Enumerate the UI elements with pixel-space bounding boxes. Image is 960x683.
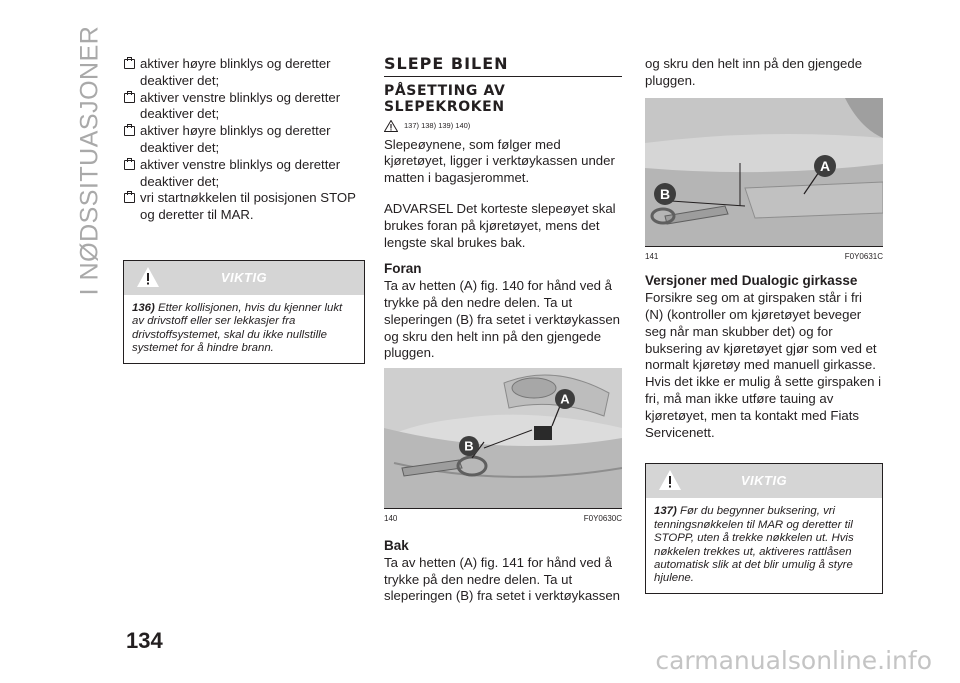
hazard-lights-icon: [124, 126, 135, 136]
bak-text: Ta av hetten (A) fig. 141 for hånd ved å trykke på den nedre delen. Ta ut sleperingen (B) fra setet i verktøykassen: [384, 554, 621, 604]
note-label: VIKTIG: [220, 269, 268, 285]
figure-caption: [384, 508, 622, 528]
list-item-text: vri startnøkkelen til posisjonen STOP og deretter til MAR.: [140, 190, 356, 223]
list-item: [123, 157, 365, 191]
note-header: [124, 261, 364, 295]
figure-141: [645, 98, 883, 266]
column-1: [123, 56, 365, 364]
list-item: [123, 190, 365, 224]
dualogic-heading: Versjoner med Dualogic girkasse: [645, 273, 858, 289]
figure-number: 140: [384, 514, 398, 524]
callout-b: B: [464, 438, 474, 454]
section-heading: SLEPE BILEN: [384, 56, 622, 77]
note-ref: 137): [654, 505, 677, 518]
note-body: [124, 295, 364, 363]
figure-code: F0Y0630C: [583, 514, 622, 524]
hazard-lights-icon: [124, 93, 135, 103]
warning-icon: [136, 266, 160, 288]
watermark: carmanualsonline.info: [655, 646, 932, 675]
callout-a: A: [819, 157, 831, 174]
figure-code: F0Y0631C: [844, 251, 883, 261]
list-item: [123, 90, 365, 124]
column-2: [384, 56, 622, 605]
dualogic-text: Forsikre seg om at girspaken står i fri (N) (kontroller om kjøretøyet beveger seg når man skubber det) og for buksering av kjøretøyet gjør som ved et normalt kjøretøy med manuell girkasse. Hvis det ikke er mulig å sette girspaken i fri, må man ikke utføre tauing av kjøretøyet, men ta kontakt med Fiats Servicenett.: [645, 290, 882, 440]
hazard-lights-icon: [124, 160, 135, 170]
note-box: [645, 463, 883, 593]
intro-text: Slepeøynene, som følger med kjøretøyet, ligger i verktøykassen under matten i bagasjerommet.: [384, 136, 615, 186]
figure-140: [384, 368, 622, 528]
callout-a: A: [560, 391, 570, 407]
note-body: [646, 498, 882, 592]
list-item-text: aktiver venstre blinklys og deretter deaktiver det;: [140, 89, 341, 122]
bak-heading: Bak: [384, 537, 409, 553]
chapter-title-text: I NØDSSITUASJONER: [75, 25, 104, 295]
note-header: [646, 464, 882, 498]
list-item-text: aktiver høyre blinklys og deretter deaktiver det;: [140, 56, 331, 88]
note-text: Etter kollisjonen, hvis du kjenner lukt av drivstoff eller ser lekkasjer fra drivstoffsystemet, skal du ikke nullstille systemet for å hindre brann.: [132, 301, 343, 355]
callout-b: B: [659, 185, 671, 202]
foran-heading: Foran: [384, 261, 422, 277]
chapter-side-title: [60, 25, 120, 295]
hazard-lights-icon: [124, 59, 135, 69]
list-item: [123, 123, 365, 157]
note-text: Før du begynner buksering, vri tenningsnøkkelen til MAR og deretter til STOPP, uten å trekke nøkkelen ut. Hvis nøkkelen trekkes ut, aktiveres rattlåsen automatisk slik at det blir umulig å styre hjulene.: [654, 505, 854, 585]
note-label: VIKTIG: [740, 472, 788, 488]
column-3: [645, 56, 883, 594]
hazard-lights-icon: [124, 193, 135, 203]
warning-icon: [658, 469, 682, 491]
refs-text: 137) 138) 139) 140): [404, 120, 471, 130]
note-box: [123, 260, 365, 364]
figure-caption: [645, 246, 883, 266]
subsection-heading: PÅSETTING AV SLEPEKROKEN: [384, 82, 506, 115]
figure-number: 141: [645, 251, 659, 261]
foran-text: Ta av hetten (A) fig. 140 for hånd ved å trykke på den nedre delen. Ta ut sleperingen (B) fra setet i verktøykassen og skru den helt inn på den gjengede pluggen.: [384, 278, 621, 361]
list-item-text: aktiver venstre blinklys og deretter deaktiver det;: [140, 156, 341, 189]
warning-references: [384, 118, 622, 135]
list-item-text: aktiver høyre blinklys og deretter deaktiver det;: [140, 123, 331, 155]
warning-icon: [384, 120, 398, 132]
list-item: [123, 56, 365, 90]
rear-tow-hook-illustration: [645, 98, 883, 246]
page-number: 134: [126, 628, 163, 653]
warning-text: ADVARSEL Det korteste slepeøyet skal brukes foran på kjøretøyet, mens det lengste skal brukes bak.: [384, 200, 616, 250]
note-ref: 136): [132, 301, 155, 314]
continued-text: og skru den helt inn på den gjengede pluggen.: [645, 56, 863, 88]
front-tow-hook-illustration: [384, 368, 622, 508]
